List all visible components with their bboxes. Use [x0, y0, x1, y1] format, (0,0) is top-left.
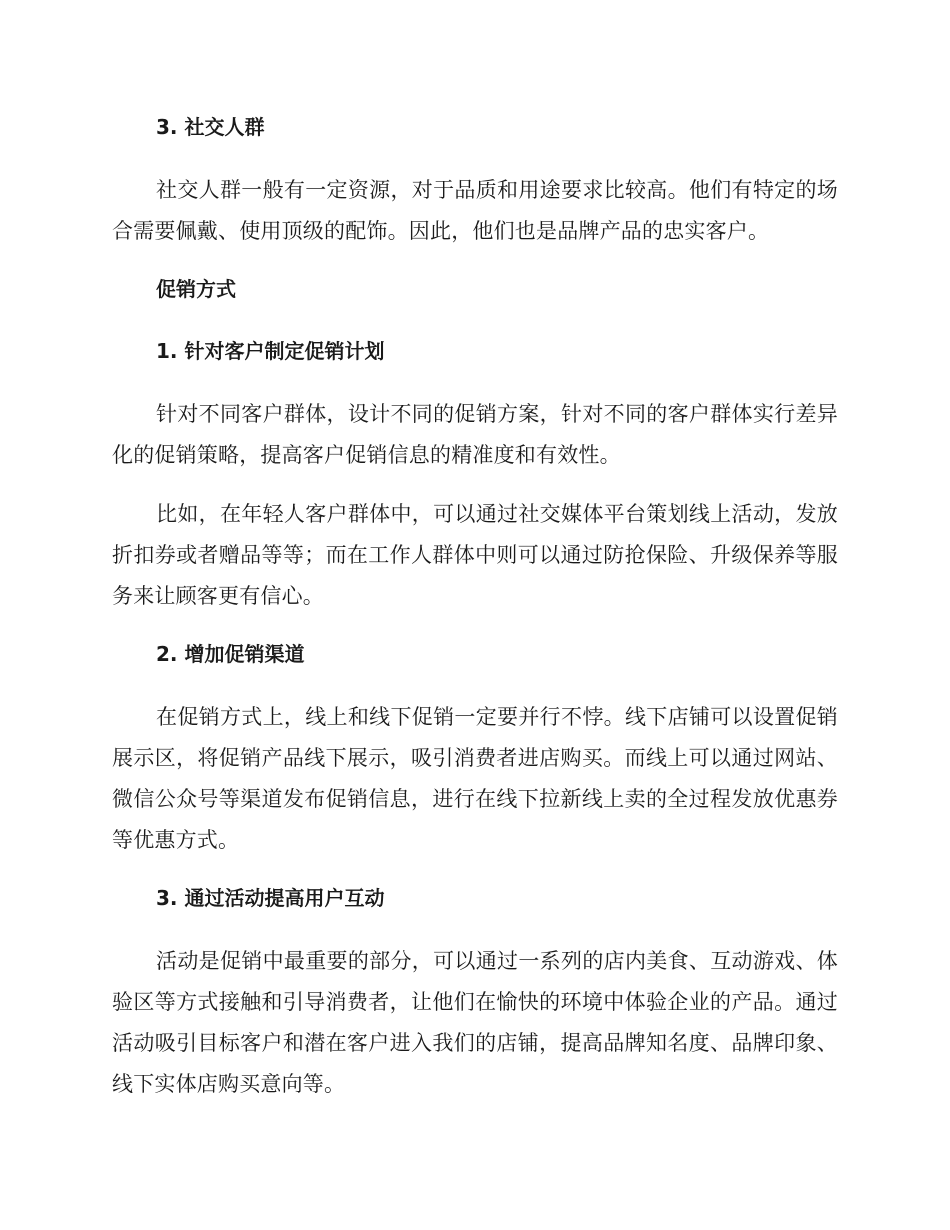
section-heading-social-group: 3. 社交人群: [156, 115, 265, 139]
section-heading-promotion-methods: 促销方式: [156, 277, 236, 301]
section-heading-customer-plan: 1. 针对客户制定促销计划: [156, 339, 385, 363]
paragraph-customer-plan: 针对不同客户群体，设计不同的促销方案，针对不同的客户群体实行差异化的促销策略，提高客户促销信息的精准度和有效性。: [112, 402, 838, 467]
section-heading-user-interaction: 3. 通过活动提高用户互动: [156, 886, 385, 910]
paragraph-promotion-channels: 在促销方式上，线上和线下促销一定要并行不悖。线下店铺可以设置促销展示区，将促销产品线下展示，吸引消费者进店购买。而线上可以通过网站、微信公众号等渠道发布促销信息，进行在线下拉新线上卖的全过程发放优惠券等优惠方式。: [112, 705, 838, 852]
section-heading-promotion-channels: 2. 增加促销渠道: [156, 642, 305, 666]
paragraph-social-group: 社交人群一般有一定资源，对于品质和用途要求比较高。他们有特定的场合需要佩戴、使用顶级的配饰。因此，他们也是品牌产品的忠实客户。: [112, 178, 838, 243]
paragraph-user-interaction: 活动是促销中最重要的部分，可以通过一系列的店内美食、互动游戏、体验区等方式接触和引导消费者，让他们在愉快的环境中体验企业的产品。通过活动吸引目标客户和潜在客户进入我们的店铺，提高品牌知名度、品牌印象、线下实体店购买意向等。: [112, 949, 838, 1096]
paragraph-customer-plan-example: 比如，在年轻人客户群体中，可以通过社交媒体平台策划线上活动，发放折扣券或者赠品等等；而在工作人群体中则可以通过防抢保险、升级保养等服务来让顾客更有信心。: [112, 502, 838, 608]
